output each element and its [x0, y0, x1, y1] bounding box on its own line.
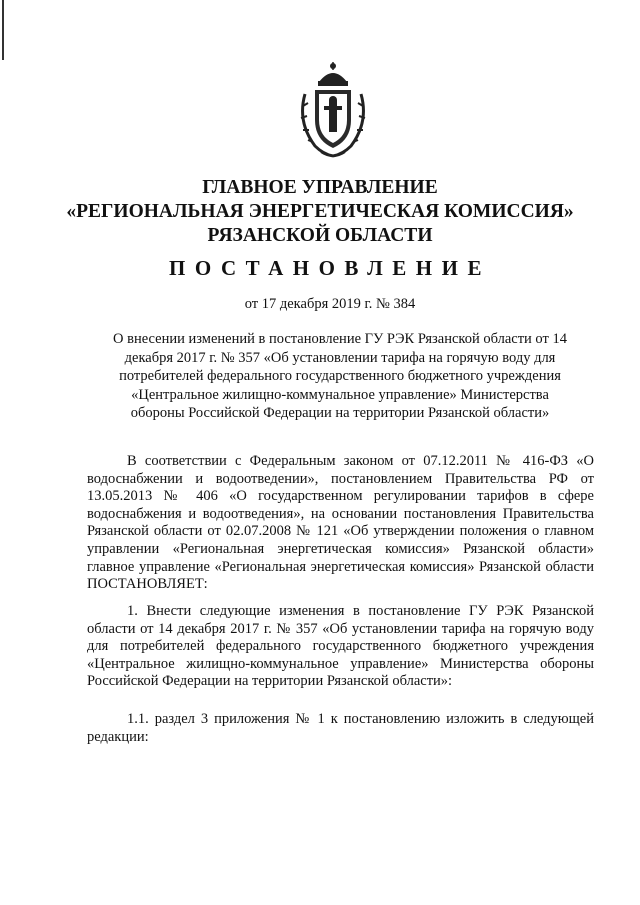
- scan-edge-mark: [2, 0, 4, 60]
- document-type-title: ПОСТАНОВЛЕНИЕ: [169, 256, 491, 280]
- org-title-line-2: «РЕГИОНАЛЬНАЯ ЭНЕРГЕТИЧЕСКАЯ КОМИССИЯ»: [66, 201, 574, 222]
- org-title-line-3: РЯЗАНСКОЙ ОБЛАСТИ: [207, 225, 433, 246]
- item-1-paragraph: 1. Внести следующие изменения в постановление ГУ РЭК Рязанской области от 14 декабря 2017 г. № 357 «Об установлении тарифа на горячую воду для потребителей федерального государственного бюджетного учреждения «Центральное жилищно-коммунальное управление» Министерства обороны Российской Федерации на территории Рязанской области»:: [87, 603, 594, 690]
- org-title-line-1: ГЛАВНОЕ УПРАВЛЕНИЕ: [202, 177, 438, 198]
- preamble-paragraph: В соответствии с Федеральным законом от 07.12.2011 № 416-ФЗ «О водоснабжении и водоотведении», постановлением Правительства РФ от 13.05.2013 № 406 «О государственном регулировании тарифов в сфере водоснабжения и водоотведения», на основании постановления Правительства Рязанской области от 02.07.2008 № 121 «Об утверждении положения о главном управлении «Региональная энергетическая комиссия» Рязанской области» главное управление «Региональная энергетическая комиссия» Рязанской области ПОСТАНОВЛЯЕТ:: [87, 453, 594, 593]
- item-1-1-paragraph: 1.1. раздел 3 приложения № 1 к постановлению изложить в следующей редакции:: [87, 711, 594, 745]
- document-date-number: от 17 декабря 2019 г. № 384: [244, 296, 416, 312]
- coat-of-arms-emblem: [295, 60, 371, 160]
- document-subject: О внесении изменений в постановление ГУ РЭК Рязанской области от 14 декабря 2017 г. № 357 «Об установлении тарифа на горячую воду для потребителей федерального государственного бюджетного учреждения «Центральное жилищно-коммунальное управление» Министерства обороны Российской Федерации на территории Рязанской области»: [113, 331, 567, 422]
